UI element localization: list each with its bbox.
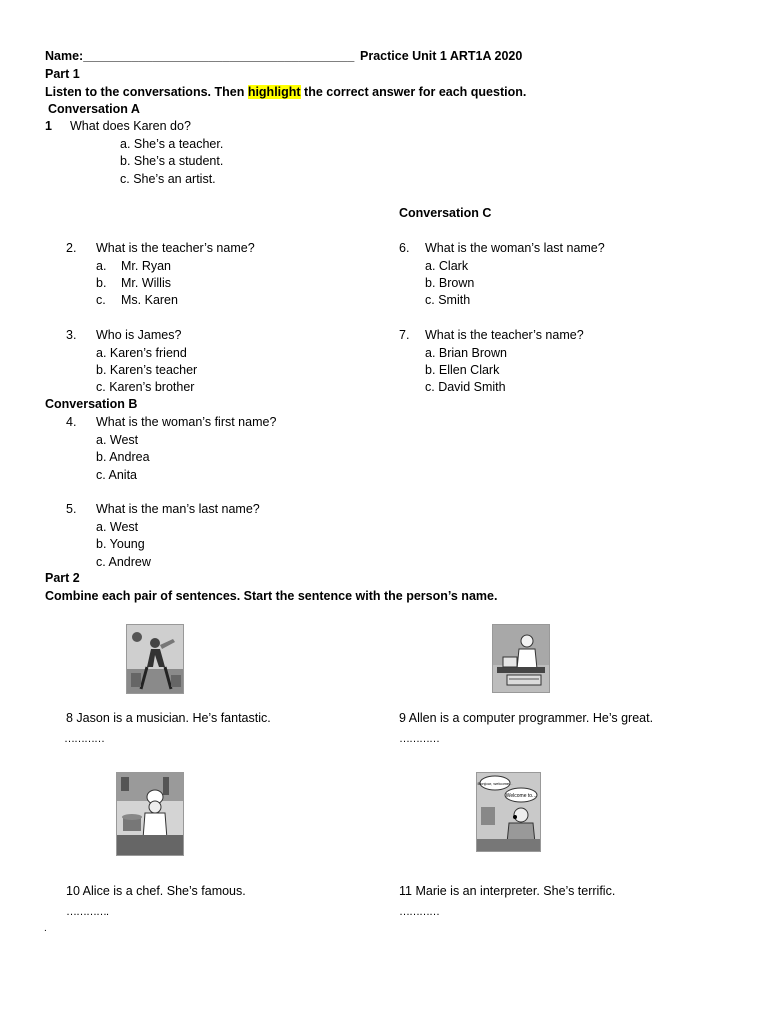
sentence-8: 8 Jason is a musician. He’s fantastic. <box>66 711 271 725</box>
speech-bubble-2-text: Welcome to... <box>505 793 537 799</box>
part1-heading: Part 1 <box>45 67 80 81</box>
answer-line-9[interactable]: ………… <box>399 733 439 745</box>
part2-heading: Part 2 <box>45 571 80 585</box>
q4-text: What is the woman’s first name? <box>96 415 277 429</box>
q2-option-b-letter: b. <box>96 276 107 290</box>
conversation-c-heading: Conversation C <box>399 206 492 220</box>
q1-number: 1 <box>45 119 52 133</box>
q2-option-a: Mr. Ryan <box>121 259 172 273</box>
interpreter-illustration <box>476 772 541 852</box>
q1-option-b: b. She’s a student. <box>120 154 224 168</box>
conversation-b-heading: Conversation B <box>45 397 138 411</box>
footer-mark: . <box>44 923 47 934</box>
answer-line-11[interactable]: ………… <box>399 906 439 918</box>
q4-number: 4. <box>66 415 77 429</box>
q3-option-c: c. Karen’s brother <box>96 380 195 394</box>
q7-number: 7. <box>399 328 410 342</box>
sentence-9: 9 Allen is a computer programmer. He’s great. <box>399 711 654 725</box>
name-field-label: Name:_______________________________________ <box>45 49 355 63</box>
worksheet-title: Practice Unit 1 ART1A 2020 <box>360 49 523 63</box>
conversation-a-heading: Conversation A <box>48 102 140 116</box>
q4-option-a: a. West <box>96 433 139 447</box>
q2-number: 2. <box>66 241 77 255</box>
q2-option-c: Ms. Karen <box>121 293 178 307</box>
q2-text: What is the teacher’s name? <box>96 241 255 255</box>
programmer-illustration <box>492 624 550 693</box>
q3-option-b: b. Karen’s teacher <box>96 363 198 377</box>
answer-line-8[interactable]: ………… <box>64 733 104 745</box>
q1-text: What does Karen do? <box>70 119 191 133</box>
q6-text: What is the woman’s last name? <box>425 241 605 255</box>
q7-option-c: c. David Smith <box>425 380 506 394</box>
q2-option-a-letter: a. <box>96 259 107 273</box>
q6-option-c: c. Smith <box>425 293 471 307</box>
q2-option-c-letter: c. <box>96 293 106 307</box>
answer-line-10[interactable]: …………. <box>66 906 109 918</box>
q4-option-b: b. Andrea <box>96 450 150 464</box>
q2-option-b: Mr. Willis <box>121 276 171 290</box>
q4-option-c: c. Anita <box>96 468 137 482</box>
part1-instructions: Listen to the conversations. Then highlight the correct answer for each question. <box>45 85 527 99</box>
q5-option-b: b. Young <box>96 537 145 551</box>
sentence-11: 11 Marie is an interpreter. She’s terrific. <box>399 884 616 898</box>
q7-text: What is the teacher’s name? <box>425 328 584 342</box>
speech-bubble-1-text: Bonjour, welcome... <box>477 781 513 786</box>
highlight-word: highlight <box>247 85 301 99</box>
q3-option-a: a. Karen’s friend <box>96 346 187 360</box>
q6-option-b: b. Brown <box>425 276 475 290</box>
q3-number: 3. <box>66 328 77 342</box>
q7-option-b: b. Ellen Clark <box>425 363 500 377</box>
q5-number: 5. <box>66 502 77 516</box>
q7-option-a: a. Brian Brown <box>425 346 507 360</box>
sentence-10: 10 Alice is a chef. She’s famous. <box>66 884 246 898</box>
q5-text: What is the man’s last name? <box>96 502 260 516</box>
q6-option-a: a. Clark <box>425 259 469 273</box>
chef-illustration <box>116 772 184 856</box>
q5-option-a: a. West <box>96 520 139 534</box>
q6-number: 6. <box>399 241 410 255</box>
part2-instructions: Combine each pair of sentences. Start the sentence with the person’s name. <box>45 589 498 603</box>
q3-text: Who is James? <box>96 328 182 342</box>
musician-illustration <box>126 624 184 694</box>
q1-option-c: c. She’s an artist. <box>120 172 216 186</box>
q5-option-c: c. Andrew <box>96 555 151 569</box>
q1-option-a: a. She’s a teacher. <box>120 137 224 151</box>
